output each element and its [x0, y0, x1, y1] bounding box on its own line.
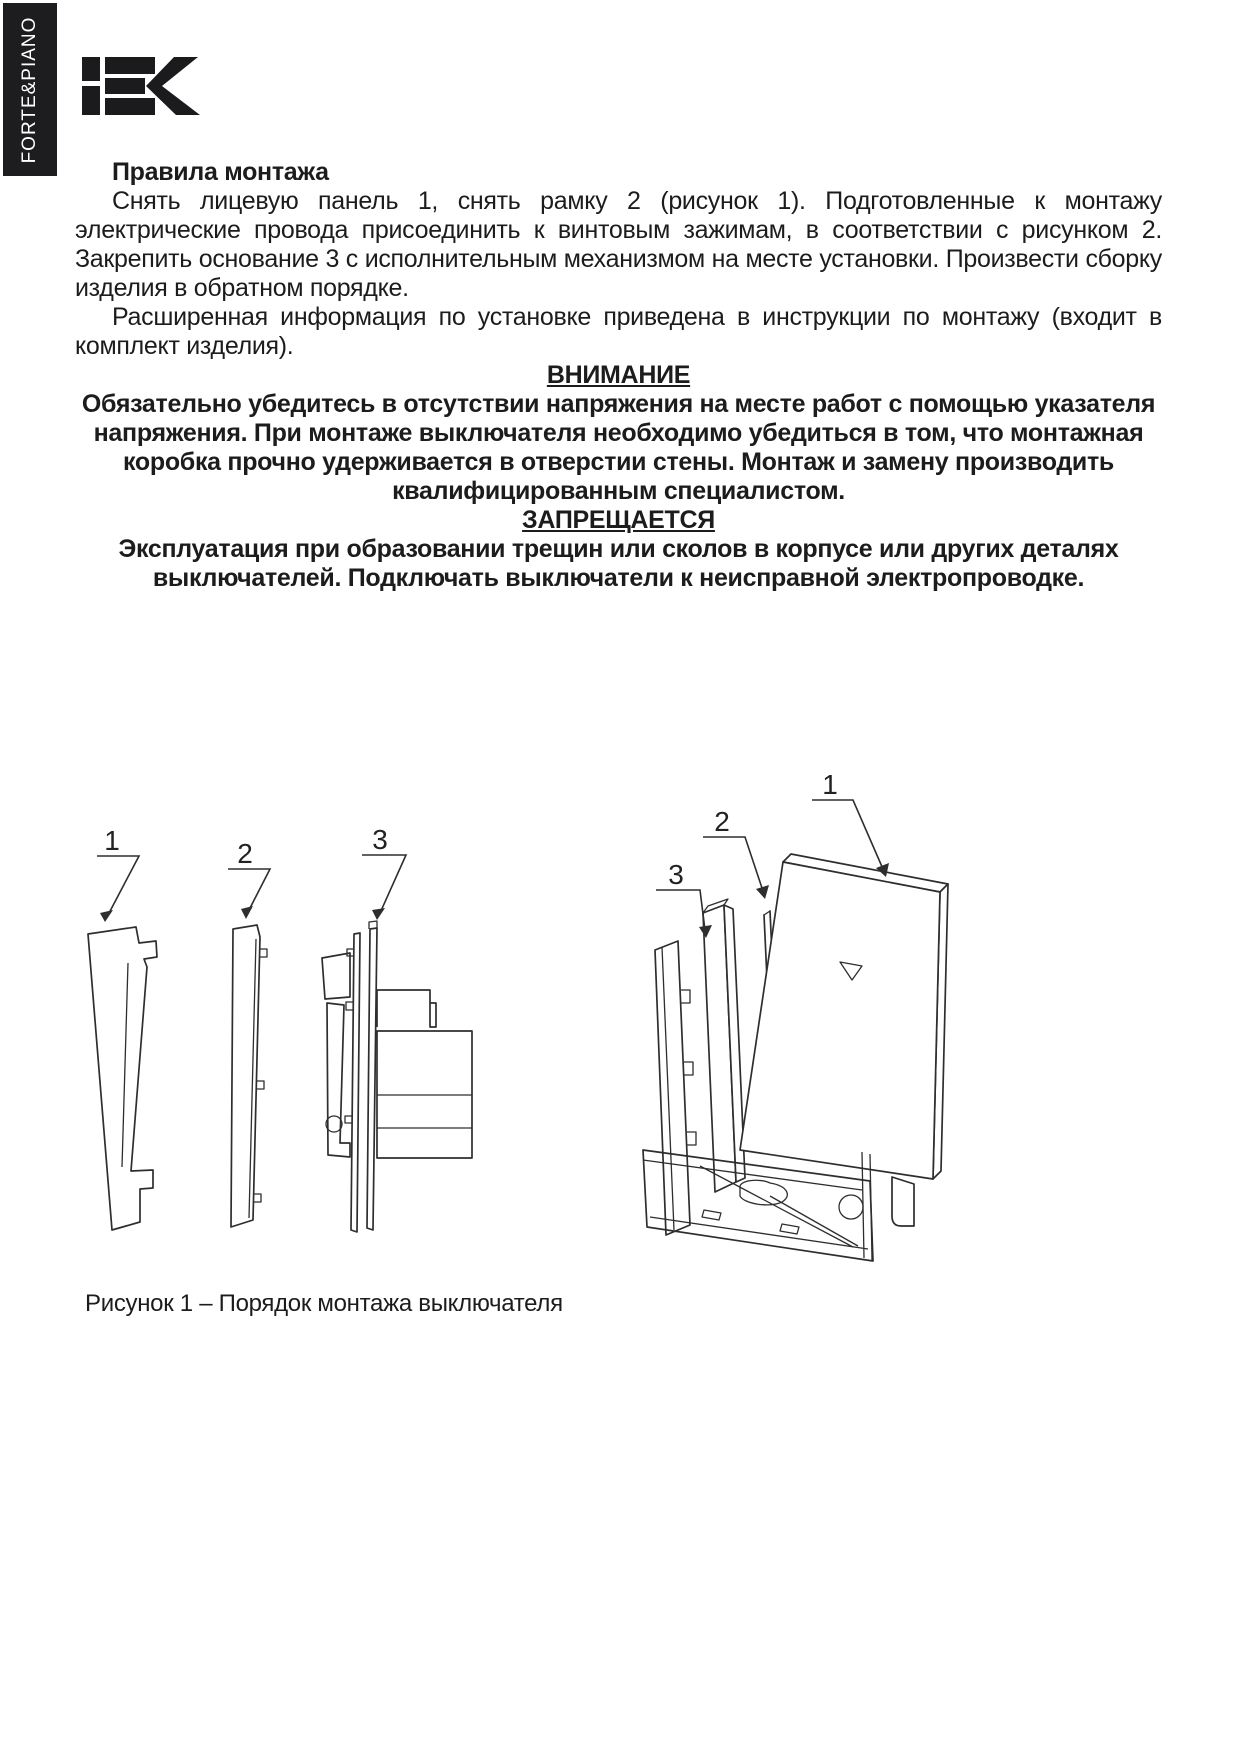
box-wire-2 — [770, 1196, 858, 1246]
left-label-1: 1 — [104, 825, 120, 856]
leader-left-2 — [228, 869, 270, 912]
part3-mech-upper-box — [377, 990, 436, 1027]
right-label-2: 2 — [714, 806, 730, 837]
figure-caption: Рисунок 1 – Порядок монтажа выключателя — [85, 1290, 563, 1317]
base-clip-1 — [681, 990, 690, 1003]
leader-right-3 — [656, 890, 705, 930]
box-clip-right — [780, 1224, 799, 1234]
leader-left-1 — [97, 856, 139, 915]
prohibited-body: Эксплуатация при образовании трещин или сколов в корпусе или других деталях выключателей. Подключать выключатели к неисправной электропроводке. — [118, 535, 1119, 592]
right-label-3: 3 — [668, 859, 684, 890]
left-label-2: 2 — [237, 838, 253, 869]
leader-right-2 — [703, 837, 763, 891]
part3-plate-a-tab2 — [346, 1002, 353, 1010]
leader-right-1 — [812, 800, 883, 869]
part3-plate-b — [367, 928, 377, 1230]
right-label-1: 1 — [822, 769, 838, 800]
right-exploded-iso-view — [643, 769, 948, 1261]
left-part1-face-panel — [88, 927, 157, 1230]
left-part3-base-mechanism — [322, 921, 472, 1232]
box-clip-left — [702, 1210, 721, 1220]
box-screw-hole — [839, 1195, 863, 1219]
leader-left-3 — [362, 855, 406, 913]
attention-body: Обязательно убедитесь в отсутствии напряжения на месте работ с помощью указателя напряжения. При монтаже выключателя необходимо убедиться в том, что монтажная коробка прочно удерживается в отверстии стены. Монтаж и замену производить квалифицированным специалистом. — [81, 390, 1156, 505]
series-tab-label: FORTE&PIANO — [19, 16, 40, 163]
support-hook — [892, 1177, 914, 1226]
paragraph-mounting-steps: Снять лицевую панель 1, снять рамку 2 (рисунок 1). Подготовленные к монтажу электрические провода присоединить к винтовым зажимам, в соответствии с рисунком 2. Закрепить основание 3 с исполнительным механизмом на месте установки. Произвести сборку изделия в обратном порядке. — [75, 187, 1162, 302]
paragraph-extended-info: Расширенная информация по установке приведена в инструкции по монтажу (входит в комплект изделия). — [75, 303, 1162, 360]
left-callouts — [97, 824, 406, 922]
part3-plate-a-tab3 — [345, 1116, 352, 1123]
section-heading: Правила монтажа — [112, 158, 329, 186]
prohibited-title-text: ЗАПРЕЩАЕТСЯ — [522, 506, 715, 534]
part1-outline — [88, 927, 157, 1230]
part3-plate-a — [351, 933, 360, 1232]
arrowhead-right-2 — [756, 885, 769, 899]
right-part3-base — [655, 899, 745, 1235]
base-clip-3 — [687, 1132, 696, 1145]
arrowhead-left-2 — [241, 906, 253, 919]
attention-title-text: ВНИМАНИЕ — [546, 361, 691, 389]
panel-front-face — [740, 862, 940, 1179]
arrowhead-left-1 — [100, 910, 113, 922]
left-exploded-side-view — [88, 824, 472, 1232]
part3-support-upper — [322, 953, 350, 999]
right-part1-panel — [740, 854, 948, 1179]
frame-edge-top — [764, 911, 770, 915]
left-part2-frame — [231, 925, 267, 1227]
part3-support-lower — [327, 1003, 350, 1157]
arrowhead-left-3 — [372, 908, 385, 920]
left-label-3: 3 — [372, 824, 388, 855]
base-clip-2 — [684, 1062, 693, 1075]
